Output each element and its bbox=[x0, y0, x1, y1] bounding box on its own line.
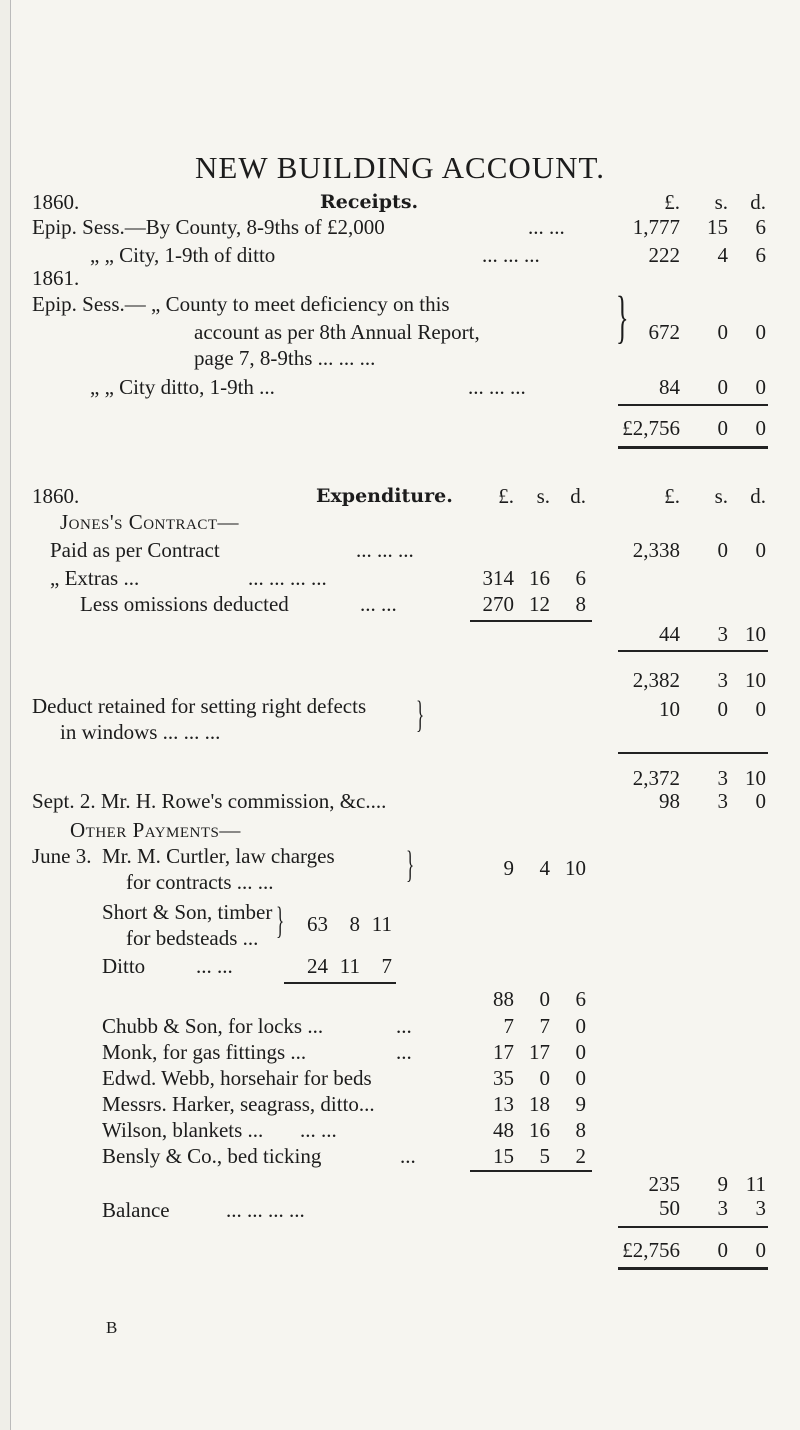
receipts-col-pounds: £. bbox=[664, 190, 680, 214]
amount-pence: 0 bbox=[575, 1014, 586, 1038]
leader-dots: ... bbox=[400, 1144, 416, 1168]
curtler-date: June 3. bbox=[32, 844, 92, 868]
amount-pence: 6 bbox=[755, 243, 766, 267]
brace-icon: } bbox=[276, 900, 285, 942]
amount-shillings: 0 bbox=[717, 320, 728, 344]
amount-shillings: 4 bbox=[717, 243, 728, 267]
receipts-col-shillings: s. bbox=[714, 190, 728, 214]
expenditure-heading: Expenditure. bbox=[316, 485, 453, 507]
amount-pence: 0 bbox=[755, 320, 766, 344]
divider-rule bbox=[618, 752, 768, 754]
payment-item-label: Wilson, blankets ... bbox=[102, 1118, 264, 1142]
leader-dots: ... ... bbox=[300, 1118, 337, 1142]
amount-shillings: 0 bbox=[717, 375, 728, 399]
amount-pounds: 672 bbox=[648, 320, 680, 344]
subtotal-pence: 10 bbox=[745, 668, 766, 692]
grand-total-shillings: 0 bbox=[717, 1238, 728, 1262]
amount-pounds: 270 bbox=[482, 592, 514, 616]
amount-pounds: 13 bbox=[493, 1092, 514, 1116]
amount-pounds: 44 bbox=[659, 622, 680, 646]
balance-pence: 3 bbox=[755, 1196, 766, 1220]
amount-pence: 0 bbox=[755, 789, 766, 813]
amount-shillings: 8 bbox=[349, 912, 360, 936]
rowe-commission-label: Sept. 2. Mr. H. Rowe's commission, &c.... bbox=[32, 789, 387, 813]
amount-pounds: 63 bbox=[307, 912, 328, 936]
leader-dots: ... bbox=[396, 1014, 412, 1038]
receipts-total-pence: 0 bbox=[755, 416, 766, 440]
leader-dots: ... ... ... ... bbox=[248, 566, 327, 590]
amount-pounds: 7 bbox=[503, 1014, 514, 1038]
balance-pounds: 50 bbox=[659, 1196, 680, 1220]
amount-shillings: 16 bbox=[529, 1118, 550, 1142]
receipts-row-county: Epip. Sess.—By County, 8-9ths of £2,000 bbox=[32, 215, 385, 239]
expenditure-year: 1860. bbox=[32, 484, 80, 508]
amount-pounds: 98 bbox=[659, 789, 680, 813]
leader-dots: ... ... ... bbox=[482, 243, 540, 267]
subtotal-pounds: 2,382 bbox=[632, 668, 680, 692]
divider-rule bbox=[284, 982, 396, 984]
receipts-col-pence: d. bbox=[750, 190, 766, 214]
amount-pounds: 314 bbox=[482, 566, 514, 590]
amount-pence: 6 bbox=[575, 987, 586, 1011]
receipts-year-1861: 1861. bbox=[32, 266, 80, 290]
ditto-label: Ditto bbox=[102, 954, 146, 978]
amount-pounds: 222 bbox=[648, 243, 680, 267]
divider-rule bbox=[618, 650, 768, 652]
deduct-line2: in windows ... ... ... bbox=[60, 720, 221, 744]
receipts-heading: Receipts. bbox=[320, 191, 419, 213]
leader-dots: ... ... bbox=[360, 592, 397, 616]
amount-pence: 10 bbox=[745, 622, 766, 646]
subtotal-pounds: 2,372 bbox=[632, 766, 680, 790]
amount-shillings: 0 bbox=[539, 987, 550, 1011]
divider-rule bbox=[618, 404, 768, 406]
double-rule bbox=[618, 446, 768, 449]
brace-icon: } bbox=[406, 844, 415, 886]
amount-pence: 10 bbox=[565, 856, 586, 880]
subtotal-pence: 10 bbox=[745, 766, 766, 790]
payment-item-label: Bensly & Co., bed ticking bbox=[102, 1144, 322, 1168]
leader-dots: ... ... ... bbox=[356, 538, 414, 562]
amount-pence: 0 bbox=[755, 375, 766, 399]
amount-shillings: 16 bbox=[529, 566, 550, 590]
amount-pence: 6 bbox=[755, 215, 766, 239]
amount-pounds: 17 bbox=[493, 1040, 514, 1064]
receipts-total-pounds: £2,756 bbox=[622, 416, 680, 440]
divider-rule bbox=[470, 620, 592, 622]
amount-pounds: 1,777 bbox=[632, 215, 680, 239]
paid-label: Paid as per Contract bbox=[50, 538, 220, 562]
amount-pence: 2 bbox=[575, 1144, 586, 1168]
amount-pounds: 88 bbox=[493, 987, 514, 1011]
amount-shillings: 5 bbox=[539, 1144, 550, 1168]
amount-pence: 0 bbox=[575, 1066, 586, 1090]
payment-item-label: Chubb & Son, for locks ... bbox=[102, 1014, 324, 1038]
contract-heading: Jones's Contract— bbox=[60, 510, 240, 534]
amount-shillings: 17 bbox=[529, 1040, 550, 1064]
amount-pounds: 35 bbox=[493, 1066, 514, 1090]
amount-pounds: 15 bbox=[493, 1144, 514, 1168]
col1-pence: d. bbox=[570, 484, 586, 508]
leader-dots: ... bbox=[396, 1040, 412, 1064]
amount-shillings: 11 bbox=[339, 954, 360, 978]
omissions-label: Less omissions deducted bbox=[80, 592, 289, 616]
other-payments-heading: Other Payments— bbox=[70, 818, 241, 842]
amount-pounds: 2,338 bbox=[632, 538, 680, 562]
leader-dots: ... ... ... bbox=[468, 375, 526, 399]
receipts-deficiency-line3: page 7, 8-9ths ... ... ... bbox=[194, 346, 376, 370]
curtler-line2: for contracts ... ... bbox=[126, 870, 274, 894]
receipts-total-shillings: 0 bbox=[717, 416, 728, 440]
amount-shillings: 3 bbox=[717, 622, 728, 646]
subtotal-shillings: 3 bbox=[717, 668, 728, 692]
receipts-row-city-ditto: „ „ City ditto, 1-9th ... bbox=[90, 375, 275, 399]
payment-item-label: Messrs. Harker, seagrass, ditto... bbox=[102, 1092, 375, 1116]
amount-pence: 11 bbox=[371, 912, 392, 936]
receipts-deficiency-line1: Epip. Sess.— „ County to meet deficiency on this bbox=[32, 292, 450, 316]
amount-pounds: 10 bbox=[659, 697, 680, 721]
amount-pence: 0 bbox=[575, 1040, 586, 1064]
grand-total-pence: 0 bbox=[755, 1238, 766, 1262]
other-total-shillings: 9 bbox=[717, 1172, 728, 1196]
leader-dots: ... ... bbox=[196, 954, 233, 978]
amount-pence: 0 bbox=[755, 538, 766, 562]
amount-pounds: 24 bbox=[307, 954, 328, 978]
amount-pounds: 84 bbox=[659, 375, 680, 399]
amount-shillings: 4 bbox=[539, 856, 550, 880]
col2-pence: d. bbox=[750, 484, 766, 508]
amount-pence: 8 bbox=[575, 592, 586, 616]
amount-pounds: 9 bbox=[503, 856, 514, 880]
short-line1: Short & Son, timber bbox=[102, 900, 273, 924]
other-total-pounds: 235 bbox=[648, 1172, 680, 1196]
amount-shillings: 12 bbox=[529, 592, 550, 616]
col1-shillings: s. bbox=[536, 484, 550, 508]
amount-pounds: 48 bbox=[493, 1118, 514, 1142]
col2-pounds: £. bbox=[664, 484, 680, 508]
amount-shillings: 0 bbox=[717, 538, 728, 562]
page-binding-edge bbox=[0, 0, 11, 1430]
receipts-deficiency-line2: account as per 8th Annual Report, bbox=[194, 320, 480, 344]
brace-icon: } bbox=[416, 694, 425, 736]
col2-shillings: s. bbox=[714, 484, 728, 508]
amount-pence: 6 bbox=[575, 566, 586, 590]
short-line2: for bedsteads ... bbox=[126, 926, 259, 950]
balance-label: Balance bbox=[102, 1198, 170, 1222]
amount-shillings: 15 bbox=[707, 215, 728, 239]
deduct-line1: Deduct retained for setting right defects bbox=[32, 694, 367, 718]
amount-shillings: 0 bbox=[717, 697, 728, 721]
other-total-pence: 11 bbox=[745, 1172, 766, 1196]
brace-icon: } bbox=[616, 284, 629, 349]
amount-pence: 0 bbox=[755, 697, 766, 721]
grand-total-pounds: £2,756 bbox=[622, 1238, 680, 1262]
extras-label: „ Extras ... bbox=[50, 566, 140, 590]
amount-shillings: 3 bbox=[717, 789, 728, 813]
amount-pence: 9 bbox=[575, 1092, 586, 1116]
payment-item-label: Monk, for gas fittings ... bbox=[102, 1040, 307, 1064]
curtler-line1: Mr. M. Curtler, law charges bbox=[102, 844, 335, 868]
divider-rule bbox=[470, 1170, 592, 1172]
amount-pence: 7 bbox=[381, 954, 392, 978]
amount-shillings: 0 bbox=[539, 1066, 550, 1090]
page-title: NEW BUILDING ACCOUNT. bbox=[195, 150, 605, 185]
col1-pounds: £. bbox=[498, 484, 514, 508]
subtotal-shillings: 3 bbox=[717, 766, 728, 790]
amount-shillings: 7 bbox=[539, 1014, 550, 1038]
leader-dots: ... ... bbox=[528, 215, 565, 239]
divider-rule bbox=[618, 1226, 768, 1228]
balance-shillings: 3 bbox=[717, 1196, 728, 1220]
amount-pence: 8 bbox=[575, 1118, 586, 1142]
leader-dots: ... ... ... ... bbox=[226, 1198, 305, 1222]
amount-shillings: 18 bbox=[529, 1092, 550, 1116]
double-rule bbox=[618, 1267, 768, 1270]
signature-mark: B bbox=[106, 1318, 118, 1337]
receipts-row-city: „ „ City, 1-9th of ditto bbox=[90, 243, 276, 267]
payment-item-label: Edwd. Webb, horsehair for beds bbox=[102, 1066, 372, 1090]
receipts-year: 1860. bbox=[32, 190, 80, 214]
